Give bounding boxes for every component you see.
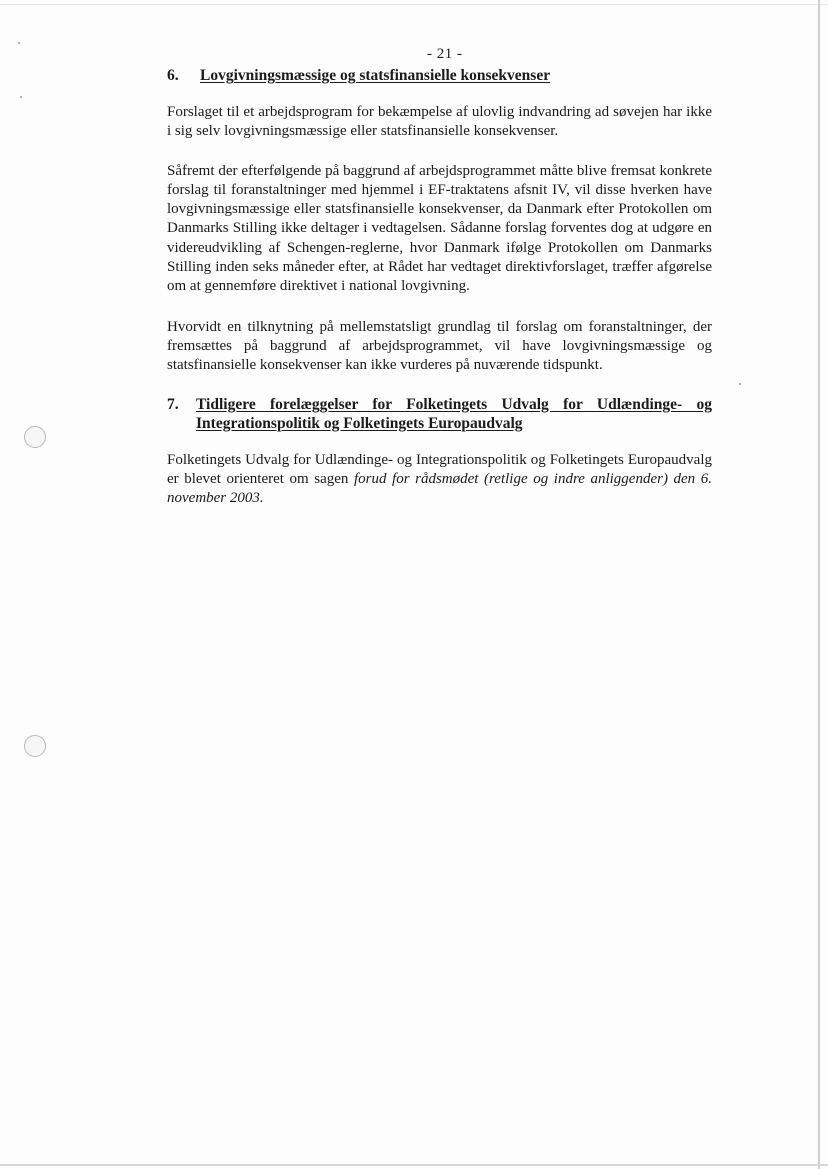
scan-edge-top xyxy=(0,4,828,5)
section-7-paragraph xyxy=(167,451,712,509)
section-6-paragraph-3: Hvorvidt en tilknytning på mellemstatsligt grundlag til forslag om foranstaltninger, der fremsættes på baggrund af arbejdsprogrammet, vil have lovgivningsmæssige og statsfinansielle konsekvenser kan ikke vurderes på nuværende tidspunkt. xyxy=(167,318,712,374)
section-7-number: 7. xyxy=(167,395,179,413)
page-number: - 21 - xyxy=(427,46,463,62)
scan-edge-right xyxy=(818,0,820,1169)
scan-edge-bottom xyxy=(0,1164,828,1166)
section-7-paragraph-italic: forud for rådsmødet (retlige og indre anliggender) den 6. november 2003. xyxy=(167,470,712,507)
section-6-paragraph-1: Forslaget til et arbejdsprogram for bekæmpelse af ulovlig indvandring ad søvejen har ikke i sig selv lovgivningsmæssige eller statsfinansielle konsekvenser. xyxy=(167,104,712,140)
section-7-heading xyxy=(167,395,712,433)
scan-speck xyxy=(18,42,20,44)
section-6-paragraph-2: Såfremt der efterfølgende på baggrund af arbejdsprogrammet måtte blive fremsat konkrete forslag til foranstaltninger med hjemmel i EF-traktatens afsnit IV, vil disse hverken have lovgivningsmæssige eller statsfinansielle konsekvenser, da Danmark efter Protokollen om Danmarks Stilling ikke deltager i vedtagelsen. Sådanne forslag forventes dog at udgøre en videreudvikling af Schengen-reglerne, hvor Danmark ifølge Protokollen om Danmarks Stilling inden seks måneder efter, at Rådet har vedtaget direktivforslaget, træffer afgørelse om at gennemføre direktivet i national lovgivning. xyxy=(167,162,712,295)
scan-speck xyxy=(20,96,22,98)
document-body xyxy=(167,66,712,508)
section-6-number: 6. xyxy=(167,67,179,84)
punch-hole-icon xyxy=(24,426,46,448)
section-7-title: Tidligere forelæggelser for Folketingets Udvalg for Udlændinge- og Integrationspolitik og Folketingets Europaudvalg xyxy=(196,395,712,432)
scan-speck xyxy=(739,383,741,385)
section-6-title: Lovgivningsmæssige og statsfinansielle konsekvenser xyxy=(200,67,551,84)
section-6-heading xyxy=(167,66,712,85)
punch-hole-icon xyxy=(24,735,46,757)
section-7-paragraph-text: Folketingets Udvalg for Udlændinge- og Integrationspolitik og Folketingets Europaudvalg er blevet orienteret om sagen xyxy=(167,451,712,487)
